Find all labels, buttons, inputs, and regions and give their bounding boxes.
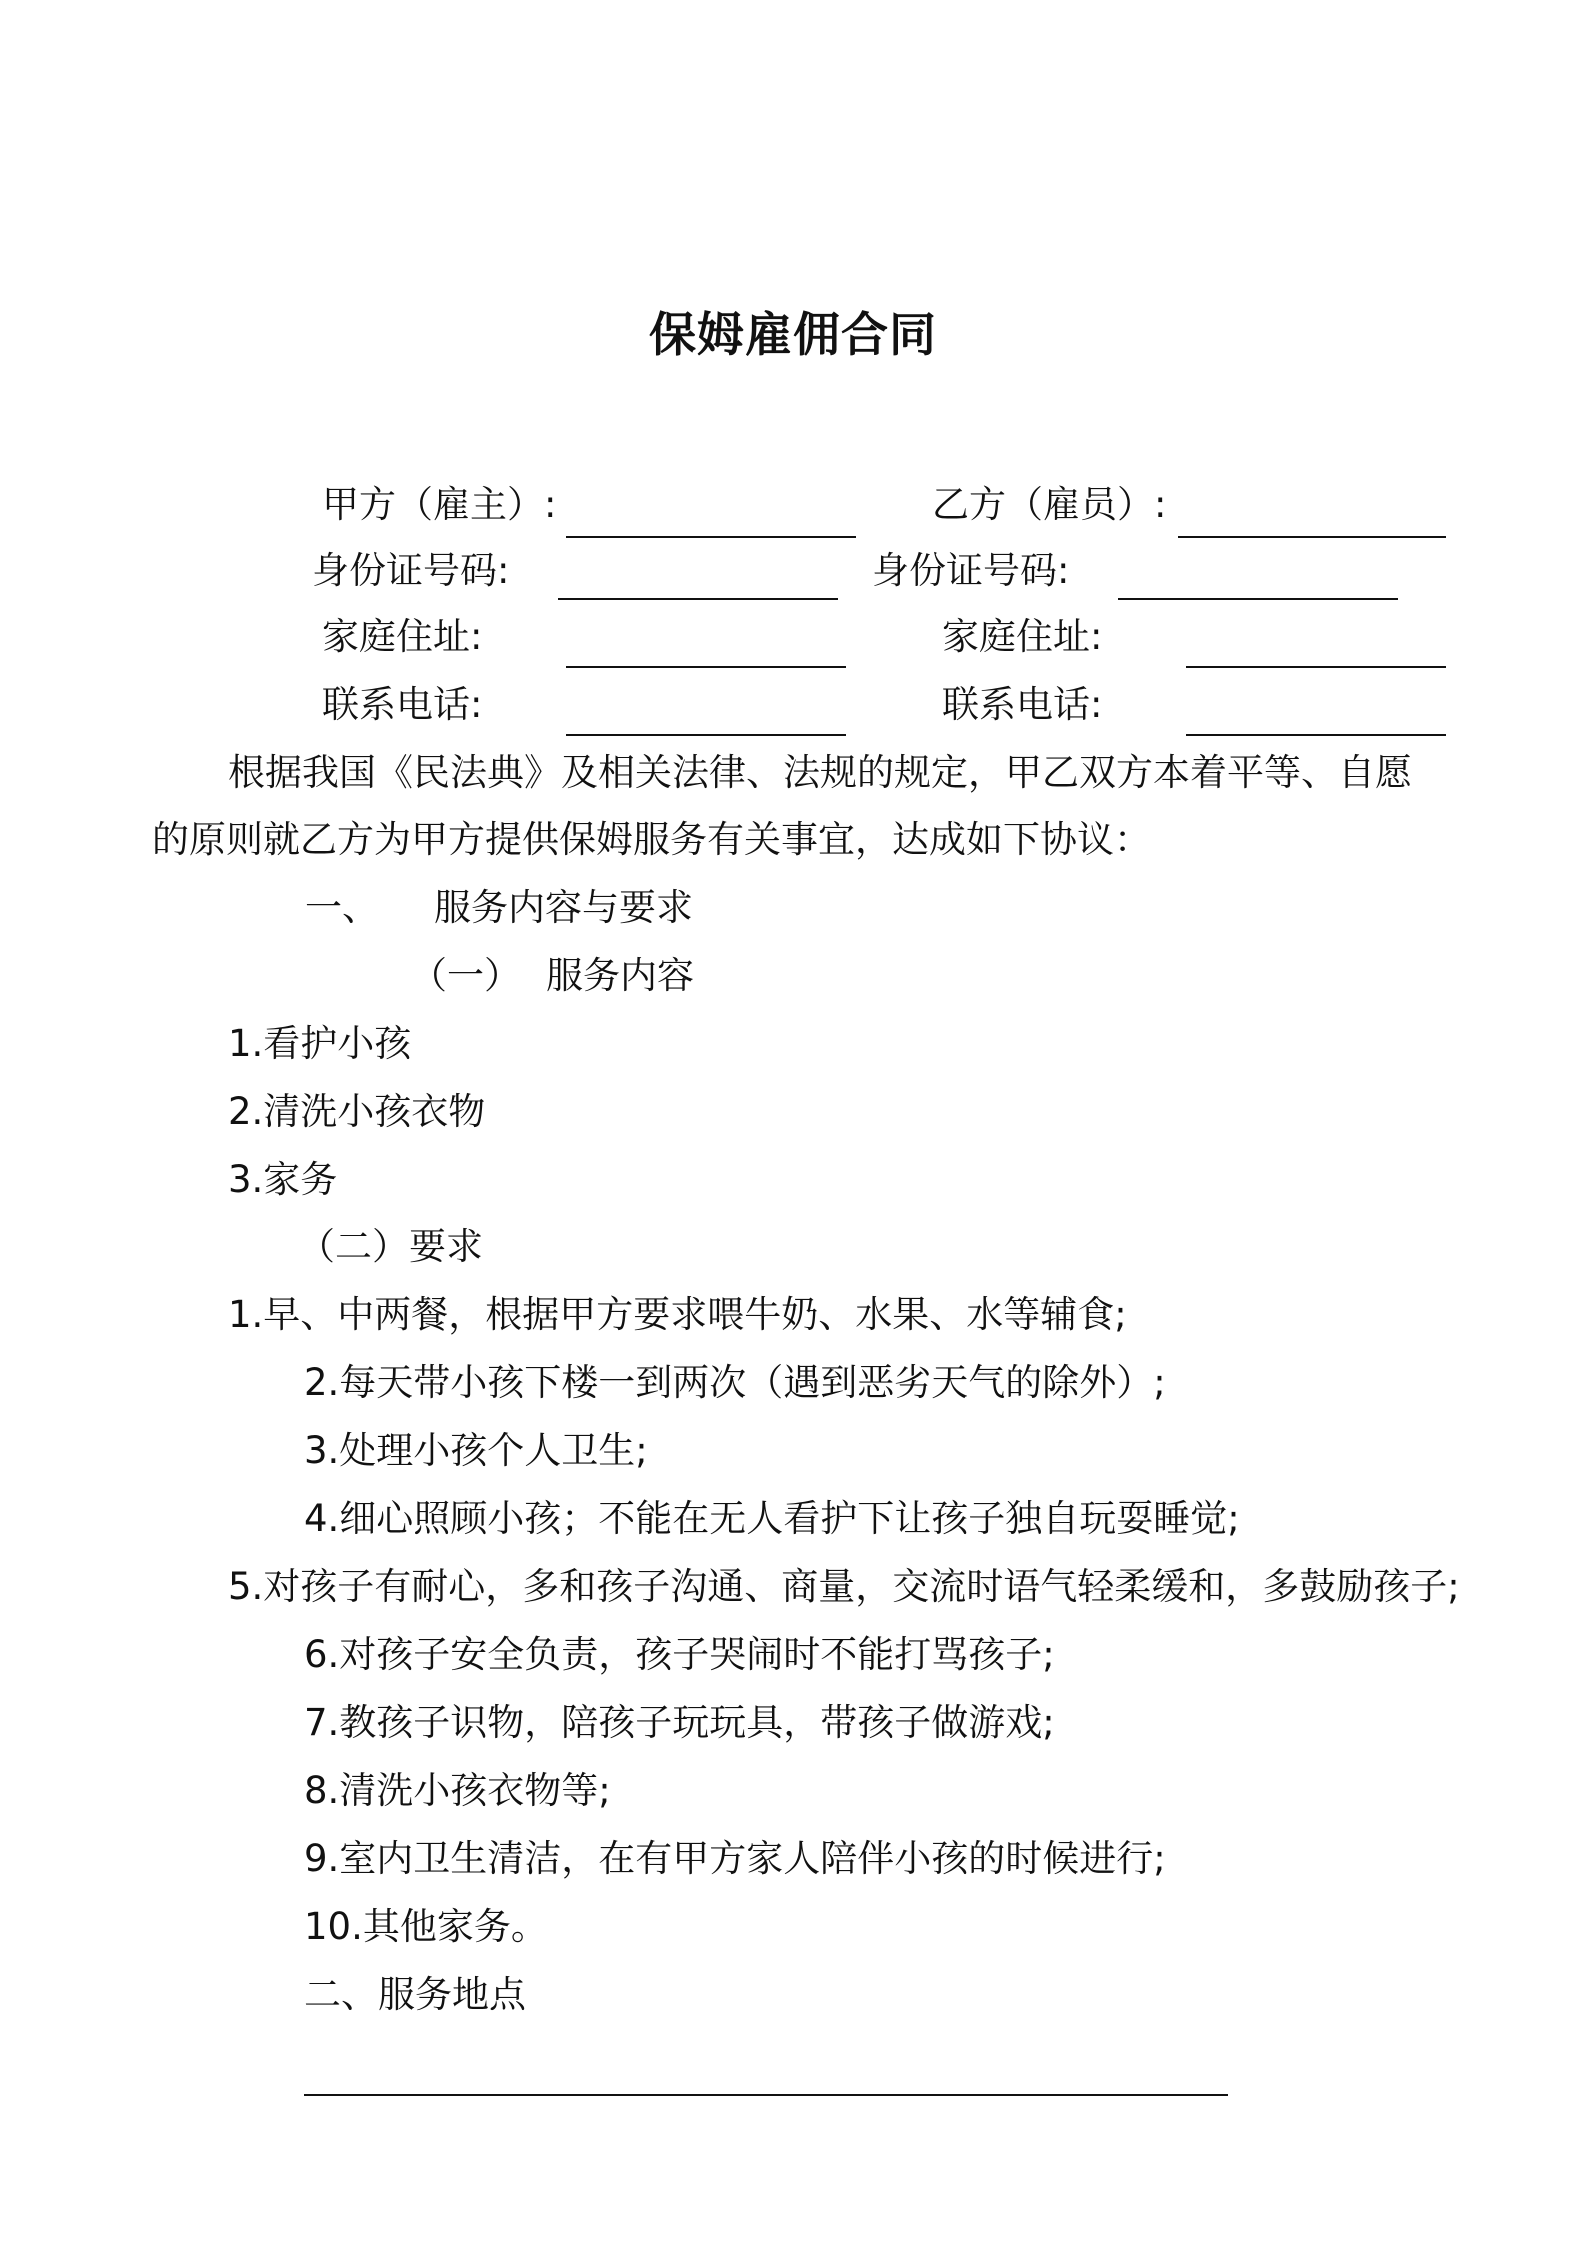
party-b-blank[interactable]	[1178, 536, 1446, 538]
intro-paragraph-line2: 的原则就乙方为甲方提供保姆服务有关事宜，达成如下协议：	[152, 818, 1151, 861]
requirement-item: 4.细心照顾小孩；不能在无人看护下让孩子独自玩耍睡觉;	[304, 1497, 1240, 1540]
party-b-phone-label: 联系电话:	[942, 683, 1103, 726]
section1-number: 一、	[305, 886, 379, 929]
subsection1-number: （一）	[410, 954, 521, 997]
party-a-phone-label: 联系电话:	[322, 683, 483, 726]
party-a-id-label: 身份证号码:	[312, 549, 510, 592]
party-b-address-blank[interactable]	[1186, 666, 1446, 668]
intro-paragraph-line1: 根据我国《民法典》及相关法律、法规的规定，甲乙双方本着平等、自愿	[228, 751, 1412, 794]
party-a-address-blank[interactable]	[566, 666, 846, 668]
subsection2-heading: （二）要求	[298, 1225, 483, 1268]
section2-heading: 二、服务地点	[304, 1973, 526, 2016]
requirement-item: 8.清洗小孩衣物等;	[304, 1769, 611, 1812]
requirement-item: 5.对孩子有耐心，多和孩子沟通、商量，交流时语气轻柔缓和，多鼓励孩子;	[228, 1565, 1460, 1608]
requirement-item: 3.处理小孩个人卫生;	[304, 1429, 648, 1472]
party-b-address-label: 家庭住址:	[942, 615, 1103, 658]
content-item: 2.清洗小孩衣物	[228, 1090, 486, 1133]
content-item: 3.家务	[228, 1158, 338, 1201]
content-item: 1.看护小孩	[228, 1022, 412, 1065]
party-b-id-label: 身份证号码:	[872, 549, 1070, 592]
requirement-item: 6.对孩子安全负责，孩子哭闹时不能打骂孩子;	[304, 1633, 1055, 1676]
requirement-item: 1.早、中两餐，根据甲方要求喂牛奶、水果、水等辅食;	[228, 1293, 1127, 1336]
party-b-label: 乙方（雇员）:	[932, 483, 1167, 526]
service-location-blank[interactable]	[304, 2094, 1228, 2096]
party-a-phone-blank[interactable]	[566, 734, 846, 736]
subsection1-heading: 服务内容	[546, 954, 694, 997]
party-a-blank[interactable]	[566, 536, 856, 538]
party-b-phone-blank[interactable]	[1186, 734, 1446, 736]
document-title: 保姆雇佣合同	[649, 308, 937, 363]
requirement-item: 9.室内卫生清洁，在有甲方家人陪伴小孩的时候进行;	[304, 1837, 1166, 1880]
party-a-address-label: 家庭住址:	[322, 615, 483, 658]
party-a-id-blank[interactable]	[558, 598, 838, 600]
section1-heading: 服务内容与要求	[434, 886, 693, 929]
requirement-item: 7.教孩子识物，陪孩子玩玩具，带孩子做游戏;	[304, 1701, 1055, 1744]
requirement-item: 10.其他家务。	[304, 1905, 548, 1948]
requirement-item: 2.每天带小孩下楼一到两次（遇到恶劣天气的除外）;	[304, 1361, 1166, 1404]
party-a-label: 甲方（雇主）:	[322, 483, 557, 526]
party-b-id-blank[interactable]	[1118, 598, 1398, 600]
